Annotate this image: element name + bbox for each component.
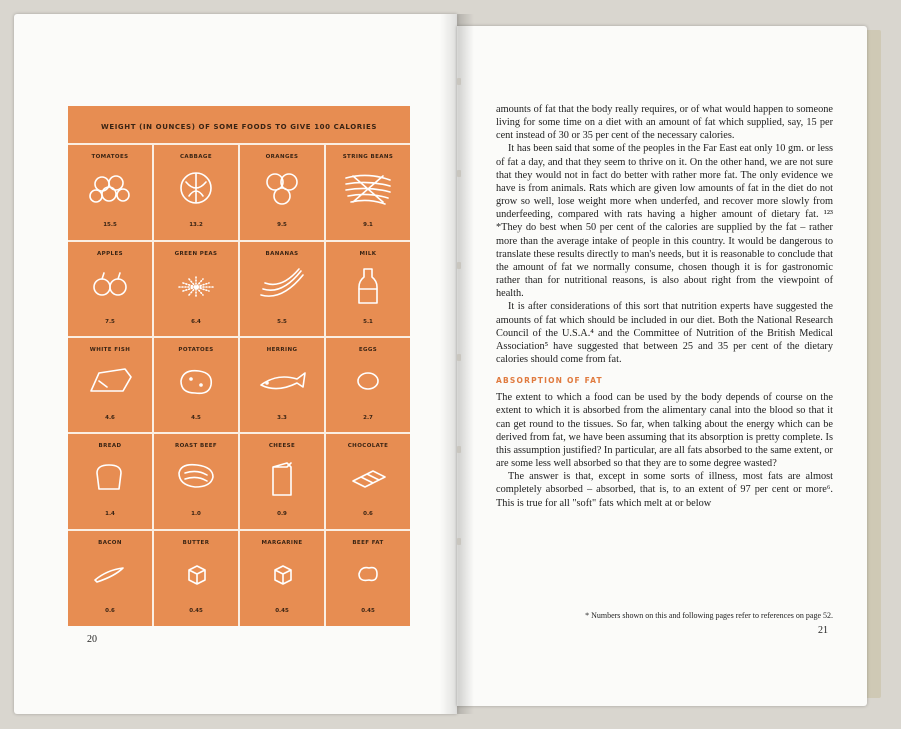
food-cell [68,433,152,527]
food-name: CHOCOLATE [347,443,389,449]
white-fish-icon [85,361,135,401]
food-name: CHEESE [268,443,296,449]
food-weight-value: 0.6 [363,511,373,517]
bread-icon [85,457,135,497]
food-weight-value: 2.7 [363,415,373,421]
food-weight-value: 0.45 [189,608,203,614]
food-cell [240,530,324,624]
food-cell [240,433,324,527]
food-cell [154,433,238,527]
food-weight-value: 9.1 [363,222,373,228]
food-cell [68,144,152,238]
food-weight-value: 3.3 [277,415,287,421]
food-weight-value: 9.5 [277,222,287,228]
food-name: MILK [359,251,377,257]
food-cell [240,144,324,238]
food-name: BEEF FAT [352,540,384,546]
egg-icon [343,361,393,401]
food-weight-value: 13.2 [189,222,203,228]
string-beans-icon [343,168,393,208]
food-cell [68,530,152,624]
food-weight-value: 4.5 [191,415,201,421]
food-cell [154,530,238,624]
food-name: BUTTER [182,540,210,546]
food-name: STRING BEANS [342,154,394,160]
margarine-icon [257,554,307,594]
food-name: APPLES [97,251,123,257]
cheese-icon [257,457,307,497]
milk-bottle-icon [343,265,393,305]
food-name: GREEN PEAS [174,251,218,257]
chart-title: WEIGHT (IN OUNCES) OF SOME FOODS TO GIVE 100 CALORIES [101,123,377,131]
food-name: ORANGES [265,154,299,160]
food-weight-value: 0.9 [277,511,287,517]
herring-icon [257,361,307,401]
chocolate-icon [343,457,393,497]
footnote: * Numbers shown on this and following pages refer to references on page 52. [585,611,833,620]
food-weight-value: 1.0 [191,511,201,517]
food-name: TOMATOES [91,154,129,160]
bananas-icon [257,265,307,305]
body-text [496,103,833,510]
beef-fat-icon [343,554,393,594]
food-name: HERRING [266,347,298,353]
potato-icon [171,361,221,401]
food-name: BANANAS [265,251,299,257]
tomatoes-icon [85,168,135,208]
food-weight-value: 0.45 [361,608,375,614]
food-weight-value: 0.45 [275,608,289,614]
food-cell [326,241,410,335]
left-page-number: 20 [87,634,97,645]
food-weight-value: 4.6 [105,415,115,421]
food-name: ROAST BEEF [174,443,218,449]
paragraph: amounts of fat that the body really requires, or of what would happen to someone living for some time on a diet with an amount of fat which supplied, say, 15 per cent instead of 30 or 35 per cent of the necessary calories. [496,104,833,142]
paragraph: The extent to which a food can be used by the body depends of course on the extent to which it is absorbed from the alimentary canal into the blood so that it can get round to the tissues. So far, when talking about the energy which can be derived from fat, we have been assuming that its absorption is pretty complete. Is this assumption justified? In particular, are all fats absorbed to the same extent, or are some less well absorbed so that they are to some degree wasted? [496,392,833,470]
cabbage-icon [171,168,221,208]
food-cell [154,144,238,238]
food-name: MARGARINE [261,540,303,546]
food-cell [154,241,238,335]
food-cell [68,337,152,431]
food-cell [68,241,152,335]
food-cell [240,241,324,335]
food-weight-value: 15.5 [103,222,117,228]
paragraph: It is after considerations of this sort that nutrition experts have suggested the amounts of fat which should be included in our diet. Both the National Research Council of the U.S.A.⁴ and the Committee of Nutrition of the British Medical Association⁵ have suggested that between 25 and 35 per cent of the dietary calories should come from fat. [496,301,833,365]
apples-icon [85,265,135,305]
food-weight-value: 6.4 [191,319,201,325]
right-page-number: 21 [818,625,828,636]
food-weight-value: 1.4 [105,511,115,517]
bacon-icon [85,554,135,594]
food-name: WHITE FISH [89,347,131,353]
food-name: BACON [98,540,122,546]
green-peas-icon [171,265,221,305]
butter-icon [171,554,221,594]
food-cell [326,433,410,527]
food-name: POTATOES [178,347,214,353]
food-cell [326,144,410,238]
roast-beef-icon [171,457,221,497]
food-name: EGGS [358,347,378,353]
section-heading: ABSORPTION OF FAT [496,376,603,386]
food-cell [326,337,410,431]
food-name: CABBAGE [179,154,212,160]
oranges-icon [257,168,307,208]
food-weight-value: 0.6 [105,608,115,614]
food-weight-value: 7.5 [105,319,115,325]
food-cell [154,337,238,431]
food-weight-value: 5.5 [277,319,287,325]
paragraph: The answer is that, except in some sorts of illness, most fats are almost completely absorbed – absorbed, that is, to an extent of 97 per cent or more⁶. This is true for all "soft" fats which melt at or below [496,471,833,509]
paragraph: It has been said that some of the peoples in the Far East eat only 10 gm. or less of fat a day, and that they seem to thrive on it. On the other hand, we are not sure that they would not in fact do better with rather more fat. The only evidence we have is from animals. Rats which are given low amounts of fat in the diet do not grow so well, lose weight more when underfed, and recover more slowly from underfeeding, compared with rats having a higher amount of dietary fat. ¹²³ *They do best when 50 per cent of the calories are supplied by the fat – rather more than the average intake of people in this country. It would be dangerous to translate these results directly to man's needs, but it is reasonable to conclude that the amount of fat we normally consume, chosen though it is for gastronomic rather than for nutritional reasons, is also about right from the viewpoint of health. [496,143,833,300]
food-cell [326,530,410,624]
food-weight-value: 5.1 [363,319,373,325]
food-name: BREAD [98,443,122,449]
calorie-chart-panel [68,106,410,626]
food-cell [240,337,324,431]
